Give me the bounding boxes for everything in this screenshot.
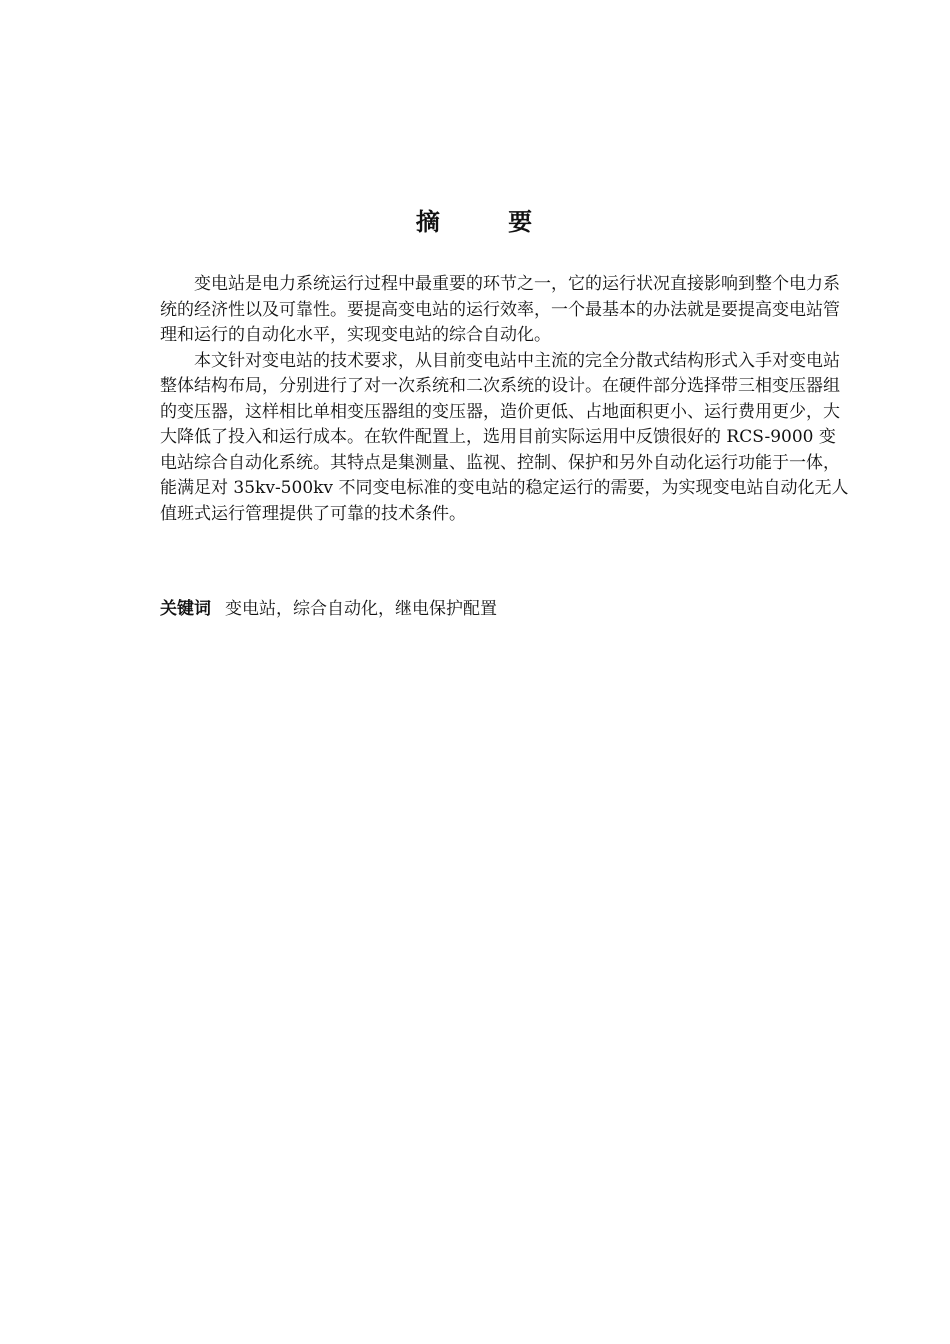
abstract-paragraph-1: 变电站是电力系统运行过程中最重要的环节之一，它的运行状况直接影响到整个电力系统的经济性以及可靠性。要提高变电站的运行效率，一个最基本的办法就是要提高变电站管理和运行的自动化水平，实现变电站的综合自动化。 <box>160 274 840 345</box>
keywords-text: 变电站，综合自动化，继电保护配置 <box>225 599 497 619</box>
abstract-title: 摘 要 <box>415 208 563 236</box>
abstract-body <box>160 272 850 527</box>
abstract-paragraph-2: 本文针对变电站的技术要求，从目前变电站中主流的完全分散式结构形式入手对变电站整体结构布局，分别进行了对一次系统和二次系统的设计。在硬件部分选择带三相变压器组的变压器，这样相比单相变压器组的变压器，造价更低、占地面积更小、运行费用更少，大大降低了投入和运行成本。在软件配置上，选用目前实际运用中反馈很好的 RCS-9000 变电站综合自动化系统。其特点是集测量、监视、控制、保护和另外自动化运行功能于一体，能满足对 35kv-500kv 不同变电标准的变电站的稳定运行的需要，为实现变电站自动化无人值班式运行管理提供了可靠的技术条件。 <box>160 350 849 524</box>
keywords-label: 关键词 <box>160 599 211 619</box>
keywords-line <box>160 596 850 622</box>
